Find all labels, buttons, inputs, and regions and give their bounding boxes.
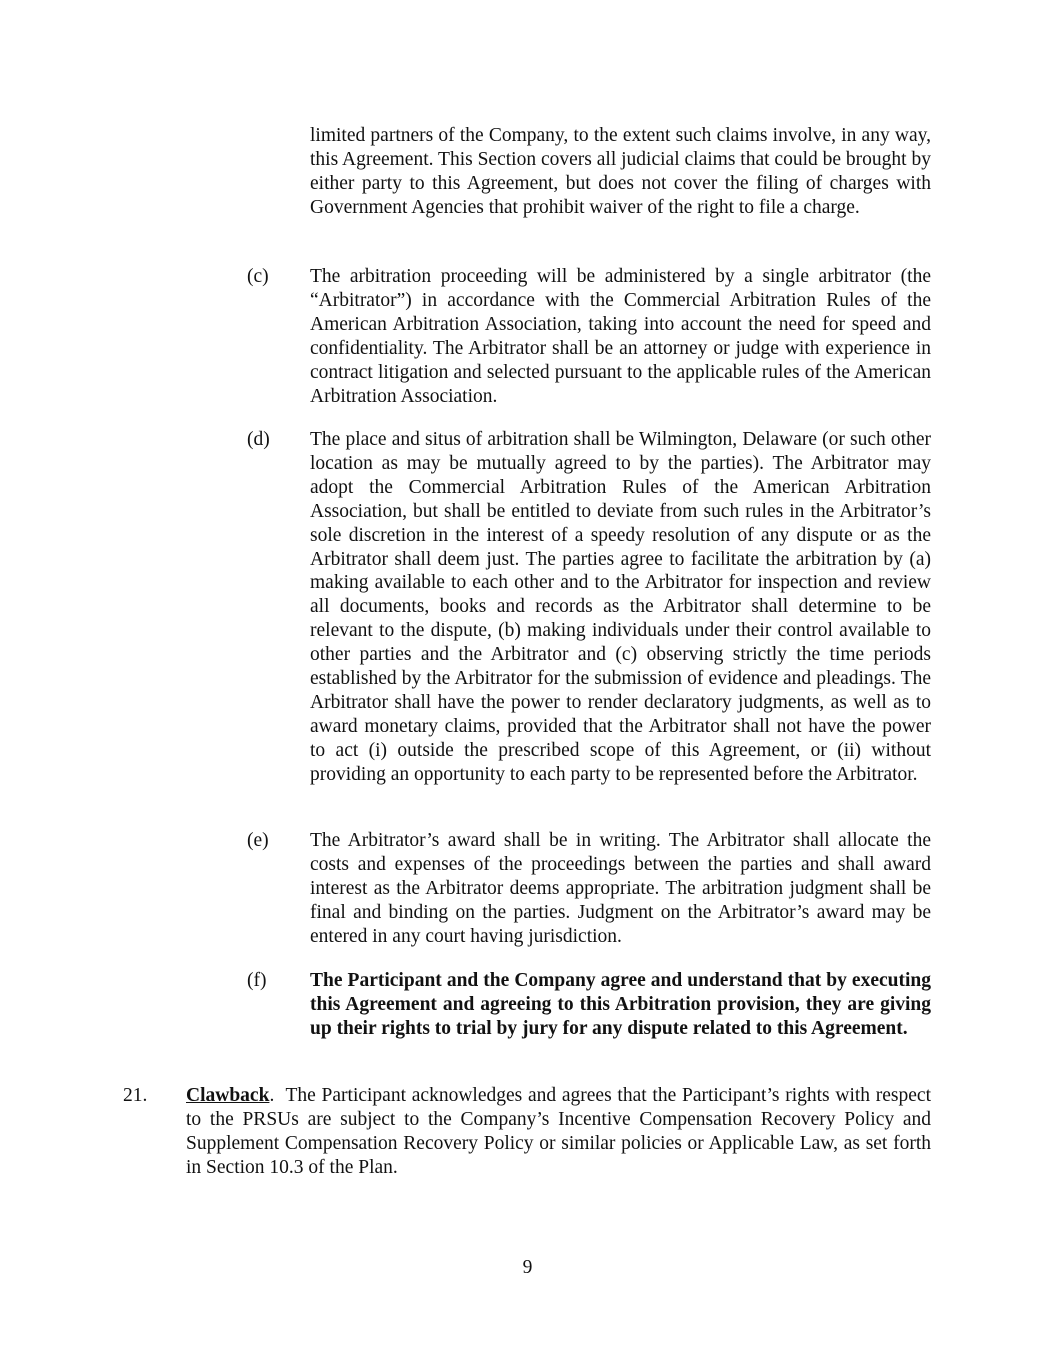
page-number: 9 (522, 1257, 533, 1278)
item-label: (f) (247, 970, 267, 991)
section-heading: Clawback (186, 1085, 270, 1106)
section-body: The Participant acknowledges and agrees that the Participant’s rights with respect to the PRSUs are subject to the Company’s Incentive Compensation Recovery Policy and Supplement Compensation Recovery Policy or similar policies or Applicable Law, as set forth in Section 10.3 of the Plan. (186, 1085, 932, 1178)
item-text: The Arbitrator’s award shall be in writing. The Arbitrator shall allocate the costs and expenses of the proceedings between the parties and shall award interest as the Arbitrator deems appropriate. The arbitration judgment shall be final and binding on the parties. Judgment on the Arbitrator’s award may be entered in any court having jurisdiction. (310, 830, 931, 947)
item-text: The arbitration proceeding will be administered by a single arbitrator (the “Arbitrator”) in accordance with the Commercial Arbitration Rules of the American Arbitration Association, taking into account the need for speed and confidentiality. The Arbitrator shall be an attorney or judge with experience in contract litigation and selected pursuant to the applicable rules of the American Arbitration Association. (310, 266, 931, 407)
section-text (186, 1084, 931, 1180)
item-text: The place and situs of arbitration shall be Wilmington, Delaware (or such other location as may be mutually agreed to by the parties). The Arbitrator may adopt the Commercial Arbitration Rules of the American Arbitration Association, but shall be entitled to deviate from such rules in the Arbitrator’s sole discretion in the interest of a speedy resolution of any dispute or as the Arbitrator shall deem just. The parties agree to facilitate the arbitration by (a) making available to each other and to the Arbitrator for inspection and review all documents, books and records as the Arbitrator shall determine to be relevant to the dispute, (b) making individuals under their control available to other parties and the Arbitrator and (c) observing strictly the time periods established by the Arbitrator for the submission of evidence and pleadings. The Arbitrator shall have the power to render declaratory judgments, as well as to award monetary claims, provided that the Arbitrator shall not have the power to act (i) outside the prescribed scope of this Agreement, or (ii) without providing an opportunity to each party to be represented before the Arbitrator. (310, 429, 931, 785)
section-number: 21. (123, 1085, 148, 1106)
item-text-bold: The Participant and the Company agree and understand that by executing this Agreement and agreeing to this Arbitration provision, they are giving up their rights to trial by jury for any dispute related to this Agreement. (310, 970, 931, 1039)
item-label: (d) (247, 429, 270, 450)
continuation-paragraph: limited partners of the Company, to the extent such claims involve, in any way, this Agreement. This Section covers all judicial claims that could be brought by either party to this Agreement, but does not cover the filing of charges with Government Agencies that prohibit waiver of the right to file a charge. (310, 125, 931, 218)
item-label: (c) (247, 266, 269, 287)
item-label: (e) (247, 830, 269, 851)
heading-period: . (269, 1085, 275, 1106)
